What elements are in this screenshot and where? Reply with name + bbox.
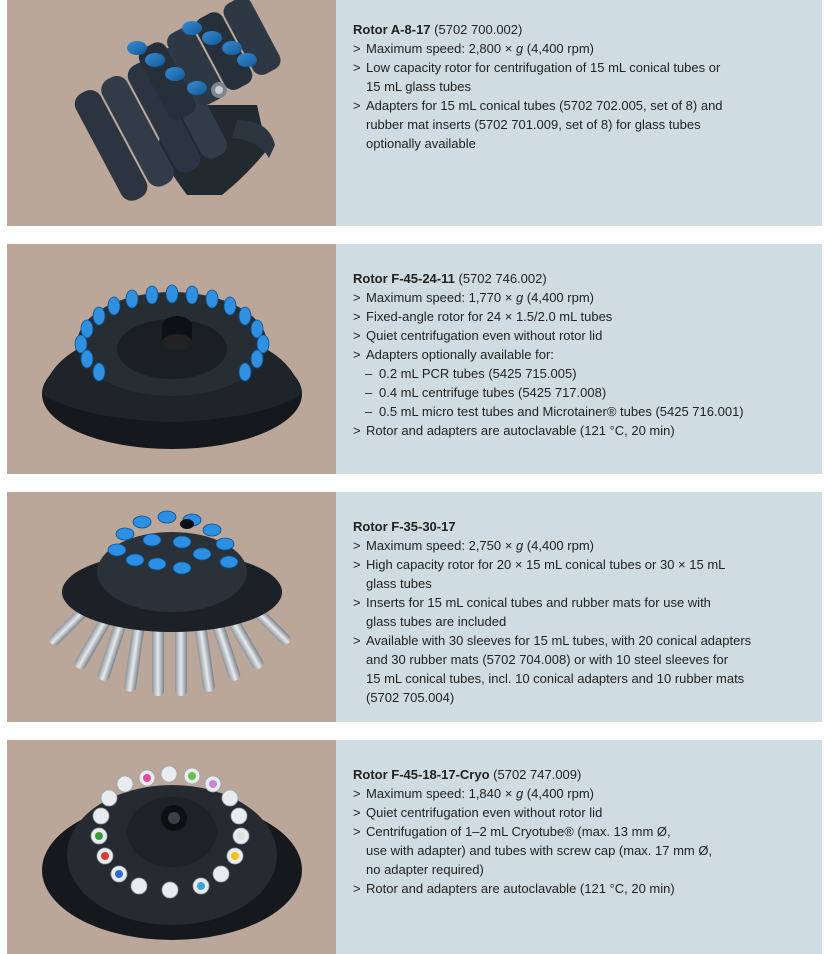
bullet-marker: > xyxy=(353,328,361,343)
feature-text: 15 mL glass tubes xyxy=(366,79,472,94)
rotor-title: Rotor A-8-17 (5702 700.002) xyxy=(353,22,523,37)
feature-line xyxy=(353,115,822,134)
feature-line xyxy=(353,879,822,898)
bullet-marker: > xyxy=(353,41,361,56)
feature-text: Quiet centrifugation even without rotor lid xyxy=(366,805,603,820)
feature-line xyxy=(353,841,822,860)
bullet-marker: > xyxy=(353,786,361,801)
feature-line xyxy=(353,307,822,326)
feature-text: High capacity rotor for 20 × 15 mL conical tubes or 30 × 15 mL xyxy=(366,557,726,572)
feature-line xyxy=(353,77,822,96)
rotor-card xyxy=(7,740,822,954)
feature-text: Fixed-angle rotor for 24 × 1.5/2.0 mL tubes xyxy=(366,309,613,324)
rotor-photo-swing-bucket xyxy=(7,0,336,226)
bullet-marker xyxy=(353,77,366,96)
feature-text: Adapters for 15 mL conical tubes (5702 702.005, set of 8) and xyxy=(366,98,723,113)
rotor-card xyxy=(7,244,822,474)
feature-text: 0.4 mL centrifuge tubes (5425 717.008) xyxy=(379,385,607,400)
rotor-title: Rotor F-45-24-11 (5702 746.002) xyxy=(353,271,547,286)
feature-text: no adapter required) xyxy=(366,862,484,877)
rotor-card xyxy=(7,0,822,226)
feature-line xyxy=(353,326,822,345)
feature-text: Low capacity rotor for centrifugation of 15 mL conical tubes or xyxy=(366,60,721,75)
feature-text: 0.2 mL PCR tubes (5425 715.005) xyxy=(379,366,577,381)
feature-line xyxy=(353,134,822,153)
feature-text: (5702 705.004) xyxy=(366,690,455,705)
feature-line xyxy=(353,822,822,841)
rotor-photo-fixed-angle-24 xyxy=(7,244,336,474)
feature-text: 15 mL conical tubes, incl. 10 conical adapters and 10 rubber mats xyxy=(366,671,745,686)
rotor-photo-high-capacity xyxy=(7,492,336,722)
feature-text: optionally available xyxy=(366,136,476,151)
rotor-feature-list xyxy=(353,39,822,153)
feature-line xyxy=(353,402,822,421)
bullet-marker xyxy=(353,612,366,631)
bullet-marker xyxy=(353,134,366,153)
rotor-details xyxy=(336,492,822,722)
rotor-feature-list xyxy=(353,536,822,707)
rotor-card xyxy=(7,492,822,722)
feature-text: Rotor and adapters are autoclavable (121 °C, 20 min) xyxy=(366,423,675,438)
feature-text: Available with 30 sleeves for 15 mL tubes, with 20 conical adapters xyxy=(366,633,752,648)
bullet-marker: > xyxy=(353,290,361,305)
bullet-marker: – xyxy=(365,385,373,400)
bullet-marker xyxy=(353,650,366,669)
rotor-details xyxy=(336,244,822,474)
feature-text: Quiet centrifugation even without rotor lid xyxy=(366,328,603,343)
feature-line xyxy=(353,288,822,307)
rotor-feature-list xyxy=(353,288,822,440)
bullet-marker: – xyxy=(365,366,373,381)
bullet-marker xyxy=(353,115,366,134)
feature-text: Centrifugation of 1–2 mL Cryotube® (max. 13 mm Ø, xyxy=(366,824,671,839)
feature-text: Inserts for 15 mL conical tubes and rubber mats for use with xyxy=(366,595,711,610)
feature-text: glass tubes are included xyxy=(366,614,507,629)
feature-line xyxy=(353,536,822,555)
feature-line xyxy=(353,574,822,593)
bullet-marker: > xyxy=(353,98,361,113)
bullet-marker: > xyxy=(353,633,361,648)
feature-text: Maximum speed: 1,840 × g (4,400 rpm) xyxy=(366,786,594,801)
feature-line xyxy=(353,39,822,58)
bullet-marker xyxy=(353,669,366,688)
feature-text: Maximum speed: 2,750 × g (4,400 rpm) xyxy=(366,538,594,553)
feature-text: Rotor and adapters are autoclavable (121 °C, 20 min) xyxy=(366,881,675,896)
feature-text: use with adapter) and tubes with screw cap (max. 17 mm Ø, xyxy=(366,843,713,858)
feature-line xyxy=(353,383,822,402)
bullet-marker: > xyxy=(353,805,361,820)
feature-line xyxy=(353,803,822,822)
feature-text: glass tubes xyxy=(366,576,432,591)
bullet-marker: > xyxy=(353,538,361,553)
feature-line xyxy=(353,631,822,650)
feature-line xyxy=(353,860,822,879)
feature-line xyxy=(353,669,822,688)
feature-line xyxy=(353,784,822,803)
feature-text: Maximum speed: 1,770 × g (4,400 rpm) xyxy=(366,290,594,305)
feature-text: rubber mat inserts (5702 701.009, set of 8) for glass tubes xyxy=(366,117,701,132)
bullet-marker: > xyxy=(353,824,361,839)
rotor-details xyxy=(336,0,822,226)
feature-line xyxy=(353,593,822,612)
feature-line xyxy=(353,421,822,440)
feature-line xyxy=(353,58,822,77)
rotor-title: Rotor F-35-30-17 xyxy=(353,519,456,534)
feature-text: Maximum speed: 2,800 × g (4,400 rpm) xyxy=(366,41,594,56)
rotor-details xyxy=(336,740,822,954)
bullet-marker xyxy=(353,860,366,879)
bullet-marker: > xyxy=(353,881,361,896)
feature-text: Adapters optionally available for: xyxy=(366,347,554,362)
rotor-title: Rotor F-45-18-17-Cryo (5702 747.009) xyxy=(353,767,582,782)
bullet-marker: > xyxy=(353,557,361,572)
feature-line xyxy=(353,364,822,383)
bullet-marker: > xyxy=(353,595,361,610)
feature-text: and 30 rubber mats (5702 704.008) or with 10 steel sleeves for xyxy=(366,652,729,667)
feature-line xyxy=(353,650,822,669)
feature-line xyxy=(353,555,822,574)
feature-line xyxy=(353,688,822,707)
bullet-marker: > xyxy=(353,423,361,438)
feature-text: 0.5 mL micro test tubes and Microtainer® tubes (5425 716.001) xyxy=(379,404,744,419)
rotor-photo-cryo xyxy=(7,740,336,954)
feature-line xyxy=(353,612,822,631)
feature-line xyxy=(353,96,822,115)
bullet-marker: – xyxy=(365,404,373,419)
feature-line xyxy=(353,345,822,364)
bullet-marker xyxy=(353,688,366,707)
bullet-marker xyxy=(353,841,366,860)
bullet-marker xyxy=(353,574,366,593)
bullet-marker: > xyxy=(353,347,361,362)
bullet-marker: > xyxy=(353,60,361,75)
bullet-marker: > xyxy=(353,309,361,324)
rotor-feature-list xyxy=(353,784,822,898)
